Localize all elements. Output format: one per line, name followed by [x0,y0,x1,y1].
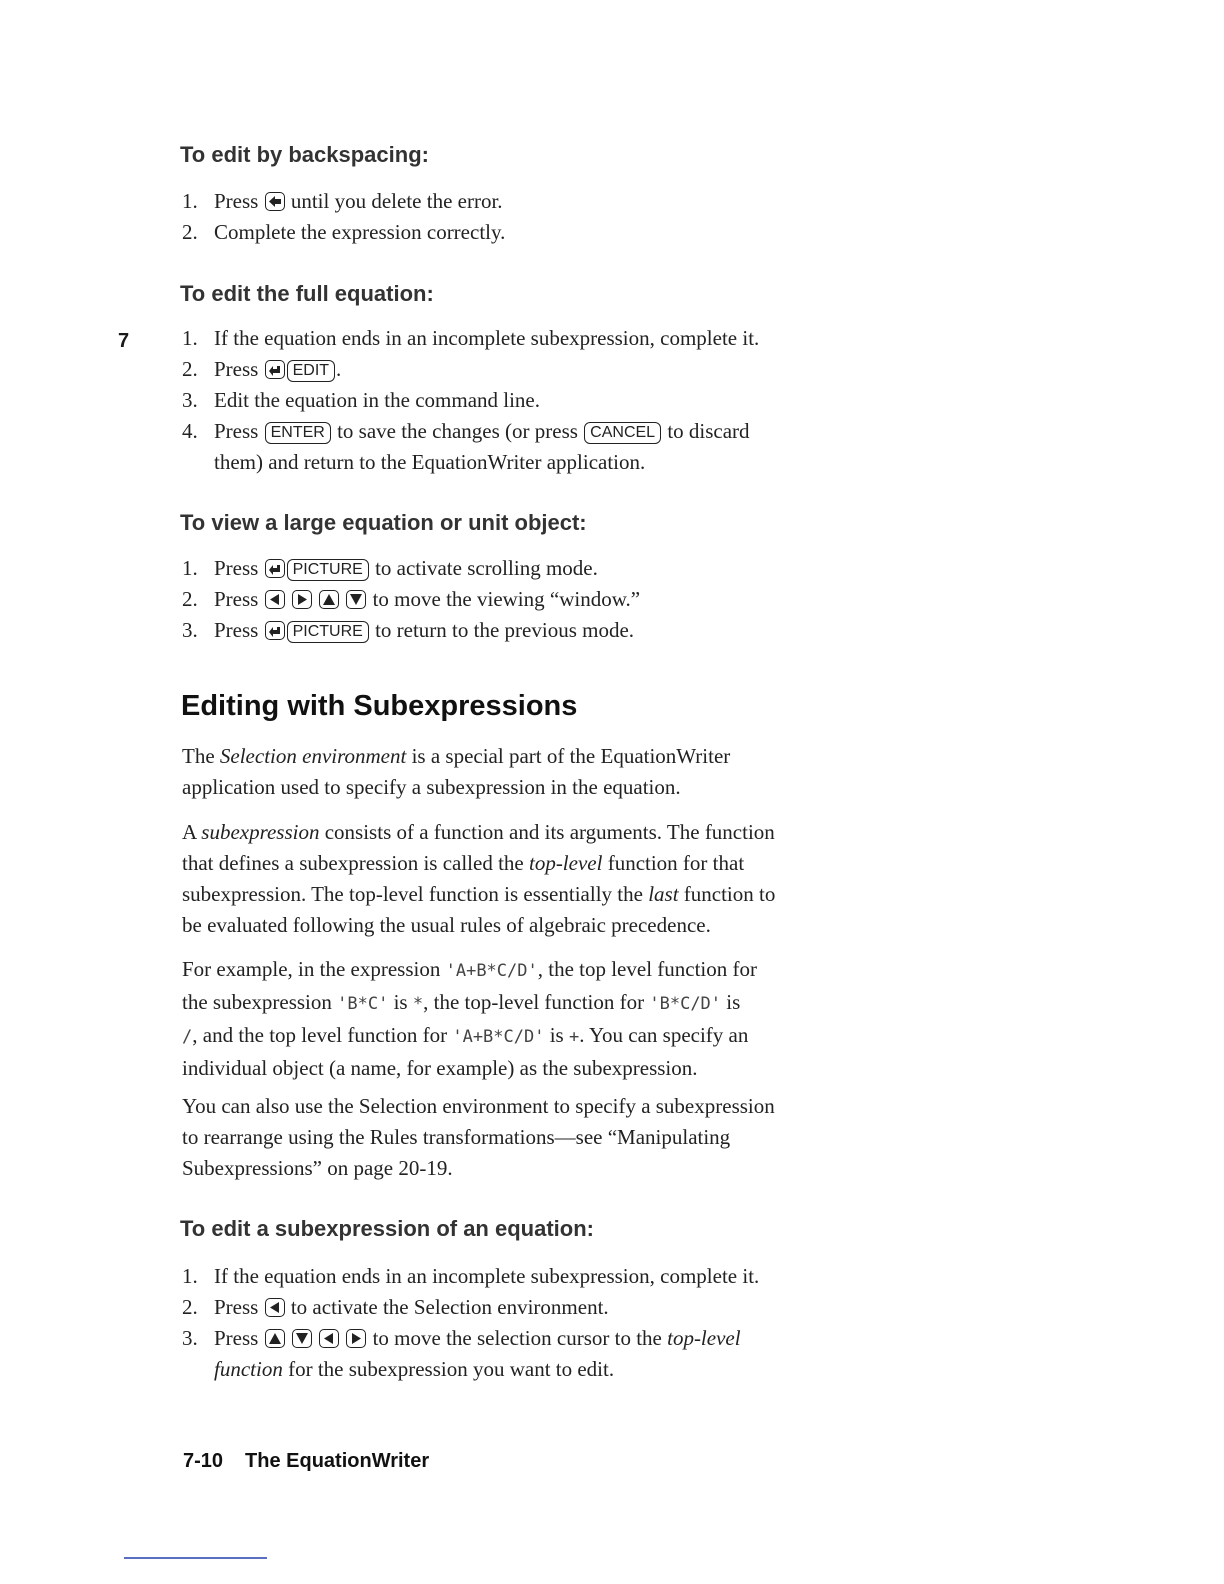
left-shift-key-icon [265,360,285,379]
heading-editing-with-subexpressions: Editing with Subexpressions [181,690,578,722]
step-1: 1. If the equation ends in an incomplete subexpression, complete it. [182,326,760,350]
paragraph-rules-transformations: You can also use the Selection environment to specify a subexpression to rearrange using the Rules transformations—see “Manipulating Subexpressions” on page 20-19. [182,1094,775,1180]
up-arrow-key-icon [319,590,339,609]
down-arrow-key-icon [292,1329,312,1348]
step-3: 3. Press PICTURE to return to the previous mode. [182,618,635,642]
heading-edit-full-equation: To edit the full equation: [180,281,434,306]
step-2: 2. Press EDIT . [182,357,342,381]
heading-view-large-equation: To view a large equation or unit object: [180,510,587,535]
step-1: 1. Press until you delete the error. [182,189,503,213]
page-footer [183,1450,429,1473]
chapter-title: The EquationWriter [245,1450,430,1472]
right-arrow-key-icon [292,590,312,609]
paragraph-subexpression-definition: A subexpression consists of a function and its arguments. The function that defines a subexpression is called the top-level function for that subexpression. The top-level function is essentially the last function to be evaluated following the usual rules of algebraic precedence. [182,820,776,937]
backspace-key-icon [265,192,285,211]
footer-rule [124,1557,267,1559]
page-number: 7-10 [183,1450,224,1472]
picture-key: PICTURE [287,621,369,643]
paragraph-selection-environment: The Selection environment is a special part of the EquationWriter application used to specify a subexpression in the equation. [182,744,731,799]
edit-key: EDIT [287,360,335,382]
paragraph-example: For example, in the expression 'A+B*C/D', the top level function for the subexpression 'B*C' is *, the top-level function for 'B*C/D' is /, and the top level function for 'A+B*C/D' is +. You can specify an individual object (a name, for example) as the subexpression. [182,957,758,1080]
step-2: 2. Complete the expression correctly. [182,220,506,244]
chapter-tab: 7 [118,330,130,352]
picture-key: PICTURE [287,559,369,581]
heading-edit-backspacing: To edit by backspacing: [180,142,429,167]
step-2: 2. Press to activate the Selection environment. [182,1295,609,1319]
step-1: 1. If the equation ends in an incomplete subexpression, complete it. [182,1264,760,1288]
left-shift-key-icon [265,621,285,640]
left-shift-key-icon [265,559,285,578]
step-4: 4. Press ENTER to save the changes (or press CANCEL to discard them) and return to the EquationWriter application. [182,419,750,474]
heading-edit-subexpression: To edit a subexpression of an equation: [180,1216,594,1241]
left-arrow-key-icon [265,1298,285,1317]
right-arrow-key-icon [346,1329,366,1348]
cancel-key: CANCEL [584,422,661,444]
left-arrow-key-icon [265,590,285,609]
left-arrow-key-icon [319,1329,339,1348]
step-3: 3. Press to move the selection cursor to the top-level function for the subexpression you want to edit. [182,1326,741,1381]
up-arrow-key-icon [265,1329,285,1348]
down-arrow-key-icon [346,590,366,609]
step-1: 1. Press PICTURE to activate scrolling mode. [182,556,598,580]
step-3: 3. Edit the equation in the command line. [182,388,541,412]
enter-key: ENTER [265,422,331,444]
step-2: 2. Press to move the viewing “window.” [182,587,641,611]
